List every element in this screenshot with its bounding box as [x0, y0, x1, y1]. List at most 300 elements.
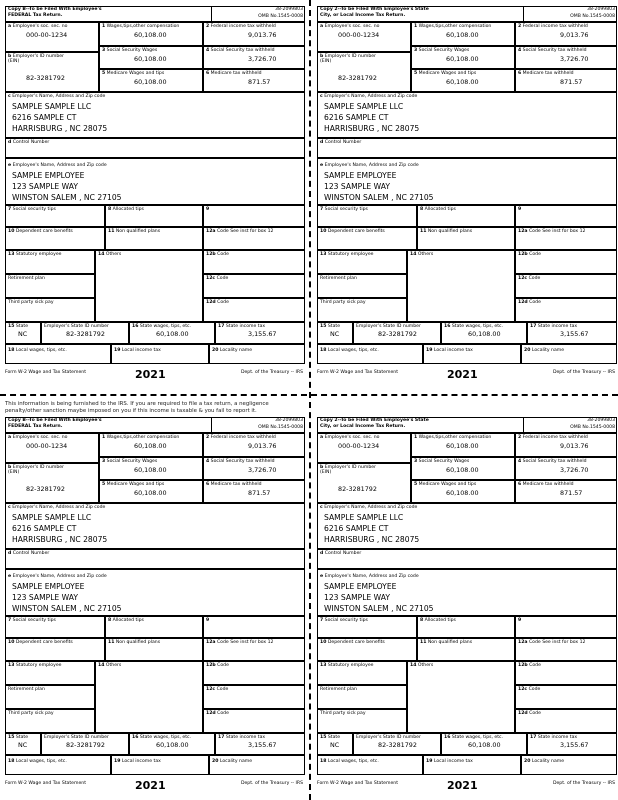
employee-name: SAMPLE EMPLOYEE: [12, 171, 85, 180]
box-label: [206, 663, 229, 668]
form-title: [8, 7, 102, 18]
label-box4-lbl: Social Security tax withheld: [210, 48, 275, 53]
form-header: [5, 417, 305, 433]
box-label: [518, 71, 574, 76]
employee-city: WINSTON SALEM , NC 27105: [324, 604, 434, 613]
box-label: [8, 207, 56, 212]
label-box3-lbl: Social Security Wages: [418, 459, 470, 464]
box-label: [8, 735, 28, 740]
label-box17: 17: [218, 324, 225, 329]
box-label: [320, 574, 419, 579]
box-13-statutory: [5, 661, 95, 685]
label-box10-lbl: Dependent care benefits: [327, 640, 385, 645]
ssn-value: 000-00-1234: [338, 442, 380, 450]
form-title: [8, 418, 102, 429]
box-label: [206, 207, 209, 212]
label-box17: 17: [218, 735, 225, 740]
label-box16: 16: [132, 735, 139, 740]
label-box9: 9: [206, 618, 210, 623]
box-label: [518, 24, 588, 29]
footer-form-name: Form W-2 Wage and Tax Statement: [5, 370, 87, 375]
label-box14-lbl: Others: [105, 663, 122, 668]
label-box14: 14: [410, 252, 417, 257]
box-12d: [515, 709, 617, 733]
label-box1-lbl: Wages,tips,other compensation: [106, 435, 180, 440]
box-label: [8, 229, 73, 234]
label-stateid-lbl: Employer's State ID number: [44, 324, 109, 329]
label-box12a-lbl: Code See inst for box 12: [216, 640, 274, 645]
ein-value: 82-3281792: [26, 74, 65, 82]
box-10: [5, 638, 105, 661]
label-box8-lbl: Allocated tips: [424, 618, 456, 623]
form-year: 2021: [447, 368, 478, 381]
box-label: [206, 276, 228, 281]
label-code: Code: [217, 663, 229, 668]
box-a-ssn: [317, 22, 411, 52]
label-e: e: [320, 574, 324, 579]
label-box14: 14: [98, 252, 105, 257]
label-box12b: 12b: [518, 252, 528, 257]
box-label: [8, 687, 45, 692]
box-label: [8, 505, 105, 510]
box-label: [8, 276, 45, 281]
form-ids: [211, 418, 306, 434]
label-control: Control Number: [12, 140, 50, 145]
box-label: [426, 348, 473, 353]
box-label: [518, 663, 541, 668]
label-box18: 18: [8, 759, 15, 764]
label-box5-lbl: Medicare Wages and tips: [418, 71, 477, 76]
ein-value: 82-3281792: [338, 74, 377, 82]
box-label: [530, 735, 577, 740]
label-employee: Employee's Name, Address and Zip code: [324, 574, 419, 579]
box-12b: [203, 661, 305, 685]
label-employer: Employer's Name, Address and Zip code: [12, 94, 106, 99]
label-box4-lbl: Social Security tax withheld: [522, 459, 587, 464]
box-8: [105, 205, 203, 227]
label-box12d: 12d: [518, 300, 528, 305]
box-c-employer: [317, 92, 617, 138]
box-label: [518, 252, 541, 257]
label-box12b: 12b: [206, 663, 216, 668]
label-box12d: 12d: [518, 711, 528, 716]
box-label: [524, 759, 564, 764]
label-box6-lbl: Medicare tax withheld: [522, 71, 574, 76]
label-box19: 19: [114, 348, 121, 353]
employer-street: 6216 SAMPLE CT: [12, 113, 77, 122]
label-box2-lbl: Federal income tax withheld: [210, 435, 276, 440]
box-3-ss-wages: [411, 457, 515, 480]
box-label: [206, 687, 228, 692]
label-code: Code: [529, 711, 541, 716]
label-retirement: Retirement plan: [320, 687, 357, 692]
box-label: [414, 435, 491, 440]
box-label: [108, 640, 160, 645]
omb-number: OMB No.1545-0008: [258, 13, 303, 19]
box-label: [320, 276, 357, 281]
label-code: Code: [529, 663, 541, 668]
label-box18: 18: [320, 759, 327, 764]
box-label: [8, 252, 61, 257]
control-id: 38-2099803: [587, 418, 615, 423]
med-tax-value: 871.57: [248, 78, 271, 86]
box-label: [206, 640, 273, 645]
box-label: [102, 459, 157, 464]
form-footer: [5, 366, 305, 382]
label-box16-lbl: State wages, tips, etc.: [451, 735, 504, 740]
box-4-ss-tax: [203, 457, 305, 480]
employer-name: SAMPLE SAMPLE LLC: [12, 513, 92, 522]
box-17-state-tax: [215, 322, 305, 344]
box-label: [356, 735, 421, 740]
box-label: [518, 435, 588, 440]
label-box12a: 12a: [518, 640, 528, 645]
box-label: [518, 640, 585, 645]
box-label: [8, 435, 67, 440]
box-c-employer: [5, 503, 305, 549]
label-ein2: (EIN): [320, 470, 332, 475]
box-label: [320, 551, 361, 556]
label-box16-lbl: State wages, tips, etc.: [451, 324, 504, 329]
label-stateid-lbl: Employer's State ID number: [44, 735, 109, 740]
box-12c: [515, 685, 617, 709]
box-label: [8, 54, 64, 64]
label-box14: 14: [98, 663, 105, 668]
box-9: [515, 616, 617, 638]
box-label: [320, 24, 379, 29]
control-id: 38-2099803: [275, 418, 303, 423]
box-d-control: [317, 549, 617, 569]
label-box8: 8: [420, 207, 424, 212]
box-a-ssn: [5, 433, 99, 463]
box-label: [444, 735, 503, 740]
label-box7: 7: [320, 207, 324, 212]
label-box2-lbl: Federal income tax withheld: [522, 435, 588, 440]
label-box6: 6: [518, 482, 522, 487]
label-sickpay: Third party sick pay: [320, 300, 366, 305]
box-label: [320, 300, 366, 305]
state-tax-value: 3,155.67: [248, 330, 277, 338]
box-20: [209, 755, 305, 775]
box-14-others: [407, 661, 515, 733]
box-label: [108, 207, 144, 212]
label-box7: 7: [8, 618, 12, 623]
box-16-state-wages: [129, 733, 215, 755]
label-box4: 4: [206, 48, 210, 53]
label-box8: 8: [420, 618, 424, 623]
box-17-state-tax: [527, 733, 617, 755]
ssn-value: 000-00-1234: [26, 31, 68, 39]
employee-street: 123 SAMPLE WAY: [12, 593, 78, 602]
box-label: [206, 252, 229, 257]
label-box10: 10: [8, 640, 15, 645]
box-10: [317, 227, 417, 250]
label-box12b: 12b: [518, 663, 528, 668]
box-label: [8, 163, 107, 168]
label-box5: 5: [414, 482, 418, 487]
label-ein: Employer's ID number: [324, 465, 376, 470]
irs-notice: This information is being furnished to the IRS. If you are required to file a tax return, a negligence penalty/other sanction maybe imposed on you if this income is taxable & you fail to report it.: [5, 401, 269, 414]
box-label: [8, 94, 105, 99]
state-value: NC: [330, 741, 340, 749]
footer-form-name: Form W-2 Wage and Tax Statement: [317, 781, 399, 786]
fed-tax-value: 9,013.76: [560, 31, 589, 39]
box-label: [218, 735, 265, 740]
label-box1-lbl: Wages,tips,other compensation: [106, 24, 180, 29]
box-label: [524, 348, 564, 353]
box-13-sickpay: [5, 709, 95, 733]
box-label: [206, 229, 273, 234]
box-9: [203, 205, 305, 227]
box-5-med-wages: [411, 69, 515, 92]
form-footer: [317, 777, 617, 793]
label-box7-lbl: Social security tips: [12, 207, 56, 212]
form-year: 2021: [135, 779, 166, 792]
label-box3-lbl: Social Security Wages: [106, 48, 158, 53]
box-label: [8, 300, 54, 305]
box-c-employer: [317, 503, 617, 549]
label-box17-lbl: State income tax: [537, 735, 578, 740]
wages-value: 60,108.00: [134, 442, 167, 450]
label-box11-lbl: Non qualified plans: [115, 229, 161, 234]
box-13-statutory: [317, 661, 407, 685]
box-5-med-wages: [99, 480, 203, 503]
med-wages-value: 60,108.00: [446, 489, 479, 497]
label-box7-lbl: Social security tips: [324, 618, 368, 623]
box-10: [317, 638, 417, 661]
box-b-ein: [5, 463, 99, 503]
box-label: [518, 276, 540, 281]
label-box6-lbl: Medicare tax withheld: [210, 71, 262, 76]
label-box13-lbl: Statutory employee: [15, 663, 62, 668]
label-box14-lbl: Others: [105, 252, 122, 257]
label-box5: 5: [414, 71, 418, 76]
form-title-line1: Copy 2--To be Filed With Employee's State: [320, 7, 429, 12]
label-box20-lbl: Locality name: [219, 348, 253, 353]
box-12b: [515, 661, 617, 685]
box-2-fed-tax: [515, 22, 617, 46]
box-label: [518, 229, 585, 234]
box-label: [320, 229, 385, 234]
box-2-fed-tax: [203, 22, 305, 46]
label-box8: 8: [108, 618, 112, 623]
box-3-ss-wages: [99, 46, 203, 69]
box-label: [320, 618, 368, 623]
box-19: [423, 344, 521, 364]
wages-value: 60,108.00: [446, 442, 479, 450]
label-box3: 3: [414, 48, 418, 53]
box-label: [320, 640, 385, 645]
box-label: [102, 24, 179, 29]
label-box5-lbl: Medicare Wages and tips: [106, 482, 165, 487]
box-label: [414, 71, 476, 76]
box-label: [44, 324, 109, 329]
box-label: [320, 505, 417, 510]
box-label: [212, 759, 252, 764]
footer-dept: Dept. of the Treasury -- IRS: [240, 370, 303, 375]
label-box10-lbl: Dependent care benefits: [327, 229, 385, 234]
ss-wages-value: 60,108.00: [446, 55, 479, 63]
label-box12c: 12c: [518, 276, 528, 281]
label-box18-lbl: Local wages, tips, etc.: [327, 348, 379, 353]
box-label: [320, 663, 373, 668]
box-12a: [203, 638, 305, 661]
label-box19: 19: [114, 759, 121, 764]
label-box10-lbl: Dependent care benefits: [15, 229, 73, 234]
box-5-med-wages: [411, 480, 515, 503]
label-box12a-lbl: Code See inst for box 12: [216, 229, 274, 234]
label-box1: 1: [102, 24, 106, 29]
box-label: [132, 735, 191, 740]
label-ssn: Employee's soc. sec. no: [12, 435, 68, 440]
label-box18-lbl: Local wages, tips, etc.: [15, 348, 67, 353]
label-box20-lbl: Locality name: [531, 759, 565, 764]
form-title-line2: FEDERAL Tax Return.: [8, 12, 63, 18]
box-label: [132, 324, 191, 329]
box-d-control: [317, 138, 617, 158]
employee-street: 123 SAMPLE WAY: [324, 182, 390, 191]
label-box16: 16: [444, 324, 451, 329]
label-box1-lbl: Wages,tips,other compensation: [418, 24, 492, 29]
employee-name: SAMPLE EMPLOYEE: [324, 171, 397, 180]
box-8: [417, 616, 515, 638]
label-c: c: [8, 505, 11, 510]
form-title: [320, 418, 429, 429]
label-code: Code: [528, 276, 541, 281]
label-code: Code: [217, 711, 229, 716]
box-label: [320, 207, 368, 212]
med-wages-value: 60,108.00: [446, 78, 479, 86]
employer-street: 6216 SAMPLE CT: [324, 113, 389, 122]
box-2-fed-tax: [515, 433, 617, 457]
box-13-statutory: [317, 250, 407, 274]
label-box11: 11: [108, 229, 115, 234]
box-7: [317, 205, 417, 227]
label-box2: 2: [206, 435, 210, 440]
box-label: [320, 735, 340, 740]
label-box19-lbl: Local income tax: [121, 348, 161, 353]
state-value: NC: [18, 741, 28, 749]
omb-number: OMB No.1545-0008: [570, 13, 615, 19]
box-3-ss-wages: [99, 457, 203, 480]
label-box19-lbl: Local income tax: [433, 759, 473, 764]
label-box12a: 12a: [206, 229, 216, 234]
box-7: [5, 205, 105, 227]
state-id-value: 82-3281792: [66, 741, 105, 749]
box-label: [218, 324, 265, 329]
box-label: [8, 465, 64, 475]
label-code: Code: [216, 687, 229, 692]
footer-dept: Dept. of the Treasury -- IRS: [552, 370, 615, 375]
form-title-line1: Copy 2--To be Filed With Employee's State: [320, 418, 429, 423]
box-label: [414, 459, 469, 464]
label-box12b: 12b: [206, 252, 216, 257]
employee-city: WINSTON SALEM , NC 27105: [12, 604, 122, 613]
box-label: [98, 663, 121, 668]
box-label: [108, 618, 144, 623]
med-tax-value: 871.57: [560, 78, 583, 86]
label-code: Code: [528, 687, 541, 692]
label-control: Control Number: [324, 551, 362, 556]
box-label: [414, 48, 469, 53]
box-label: [8, 640, 73, 645]
form-title-line2: FEDERAL Tax Return.: [8, 423, 63, 429]
med-wages-value: 60,108.00: [134, 78, 167, 86]
box-label: [8, 140, 49, 145]
box-e-employee: [317, 158, 617, 205]
label-box18: 18: [320, 348, 327, 353]
label-box14-lbl: Others: [417, 663, 434, 668]
label-box6-lbl: Medicare tax withheld: [210, 482, 262, 487]
label-c: c: [320, 505, 323, 510]
box-20: [209, 344, 305, 364]
box-label: [8, 348, 67, 353]
label-box11: 11: [420, 229, 427, 234]
label-box19: 19: [426, 759, 433, 764]
box-15-state-id: [353, 322, 441, 344]
box-label: [320, 54, 376, 64]
box-label: [420, 207, 456, 212]
label-box20: 20: [212, 348, 219, 353]
label-e: e: [320, 163, 324, 168]
label-ein2: (EIN): [8, 59, 20, 64]
label-box20-lbl: Locality name: [219, 759, 253, 764]
box-4-ss-tax: [515, 457, 617, 480]
form-ids: [523, 418, 618, 434]
label-box16: 16: [444, 735, 451, 740]
label-box15: 15: [8, 735, 15, 740]
label-box16-lbl: State wages, tips, etc.: [139, 324, 192, 329]
label-box11: 11: [108, 640, 115, 645]
box-18: [5, 755, 111, 775]
box-label: [108, 229, 160, 234]
box-19: [111, 344, 209, 364]
box-label: [206, 618, 209, 623]
label-box20-lbl: Locality name: [531, 348, 565, 353]
box-label: [414, 482, 476, 487]
label-box1: 1: [414, 435, 418, 440]
label-box20: 20: [212, 759, 219, 764]
box-label: [114, 348, 161, 353]
box-label: [518, 687, 540, 692]
box-6-med-tax: [515, 480, 617, 503]
label-box5: 5: [102, 482, 106, 487]
fed-tax-value: 9,013.76: [560, 442, 589, 450]
label-box11-lbl: Non qualified plans: [115, 640, 161, 645]
box-label: [320, 435, 379, 440]
box-12a: [515, 227, 617, 250]
box-15-state: [5, 733, 41, 755]
label-box3: 3: [102, 48, 106, 53]
box-label: [8, 711, 54, 716]
label-box7-lbl: Social security tips: [12, 618, 56, 623]
label-box15: 15: [320, 324, 327, 329]
box-label: [206, 300, 229, 305]
label-control: Control Number: [12, 551, 50, 556]
omb-number: OMB No.1545-0008: [570, 424, 615, 430]
label-box15-lbl: State: [15, 324, 29, 329]
fed-tax-value: 9,013.76: [248, 31, 277, 39]
box-a-ssn: [317, 433, 411, 463]
label-box7-lbl: Social security tips: [324, 207, 368, 212]
label-box7: 7: [8, 207, 12, 212]
label-box2: 2: [206, 24, 210, 29]
box-9: [203, 616, 305, 638]
box-8: [105, 616, 203, 638]
label-box17-lbl: State income tax: [225, 324, 266, 329]
box-d-control: [5, 138, 305, 158]
label-box6: 6: [518, 71, 522, 76]
